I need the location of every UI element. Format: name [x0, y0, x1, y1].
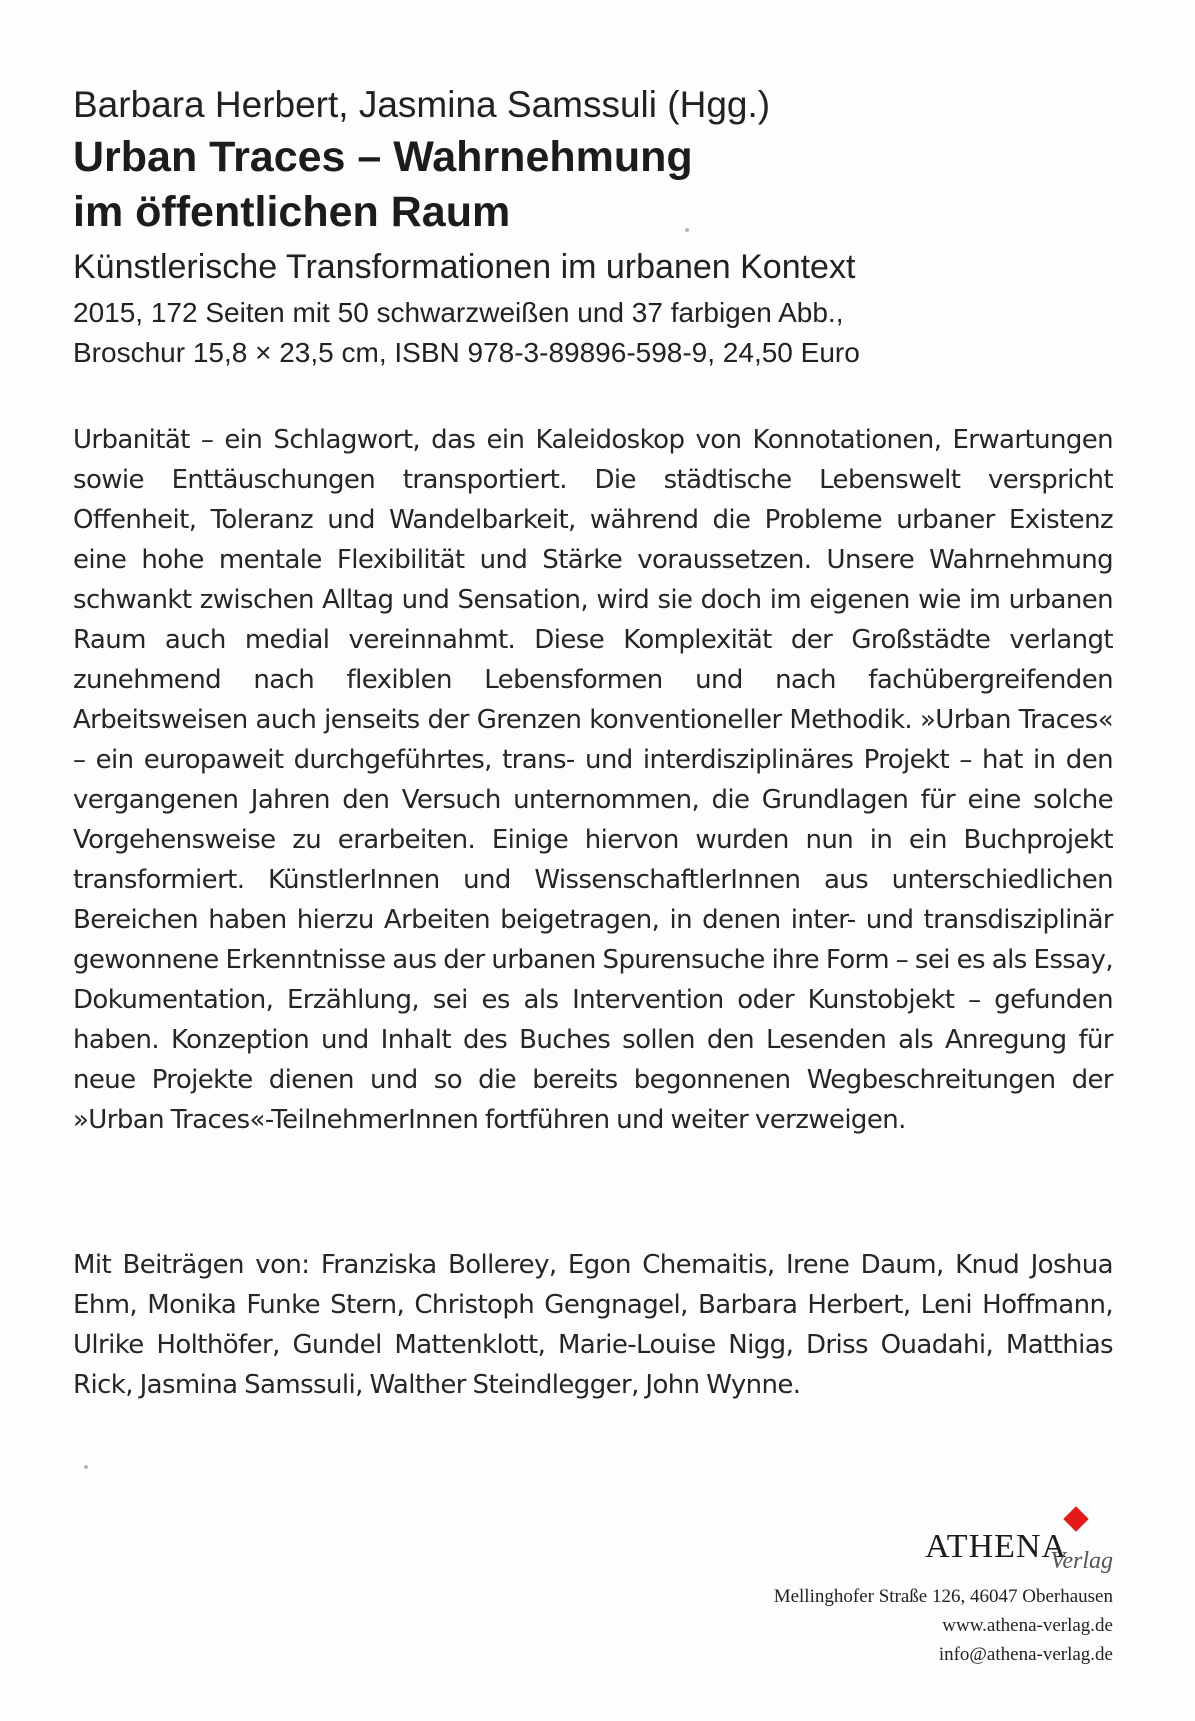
publisher-logo-name: ATHENA	[925, 1528, 1067, 1565]
book-description: Urbanität – ein Schlagwort, das ein Kaleidoskop von Konnotationen, Erwartungen sowie Enttäuschungen transportiert. Die städtische Lebenswelt verspricht Offenheit, Toleranz und Wandelbarkeit, während die Probleme urbaner Existenz eine hohe mentale Flexibilität und Stärke voraussetzen. Unsere Wahrnehmung schwankt zwischen Alltag und Sensation, wird sie doch im eigenen wie im urbanen Raum auch medial vereinnahmt. Diese Komplexität der Großstädte verlangt zunehmend nach flexiblen Lebensformen und nach fachübergreifenden Arbeitsweisen auch jenseits der Grenzen konventioneller Methodik. »Urban Traces« – ein europaweit durchgeführtes, trans- und interdisziplinäres Projekt – hat in den vergangenen Jahren den Versuch unternommen, die Grundlagen für eine solche Vorgehensweise zu erarbeiten. Einige hiervon wurden nun in ein Buchprojekt transformiert. KünstlerInnen und WissenschaftlerInnen aus unterschiedlichen Bereichen haben hierzu Arbeiten beigetragen, in denen inter- und transdisziplinär gewonnene Erkenntnisse aus der urbanen Spurensuche ihre Form – sei es als Essay, Dokumentation, Erzählung, sei es als Intervention oder Kunstobjekt – gefunden haben. Konzeption und Inhalt des Buches sollen den Lesenden als Anregung für neue Projekte dienen und so die bereits begonnenen Wegbeschreitungen der »Urban Traces«-TeilnehmerInnen fortführen und weiter verzweigen.	[73, 425, 1113, 1135]
scan-speck	[685, 228, 689, 232]
publisher-website: www.athena-verlag.de	[942, 1615, 1113, 1636]
editors: Barbara Herbert, Jasmina Samssuli (Hgg.)	[73, 84, 771, 125]
contributors-list: Mit Beiträgen von: Franziska Bollerey, Egon Chemaitis, Irene Daum, Knud Joshua Ehm, Monika Funke Stern, Christoph Gengnagel, Barbara Herbert, Leni Hoffmann, Ulrike Holthöfer, Gundel Mattenklott, Marie-Louise Nigg, Driss Ouadahi, Matthias Rick, Jasmina Samssuli, Walther Steindlegger, John Wynne.	[73, 1250, 1113, 1400]
book-header	[73, 80, 1133, 372]
publication-details-line-2: Broschur 15,8 × 23,5 cm, ISBN 978-3-89896-598-9, 24,50 Euro	[73, 337, 860, 368]
book-title-line-1: Urban Traces – Wahrnehmung	[73, 133, 693, 181]
publisher-block	[693, 1510, 1113, 1667]
scan-speck	[84, 1465, 88, 1469]
book-title-line-2: im öffentlichen Raum	[73, 188, 511, 236]
publication-details-line-1: 2015, 172 Seiten mit 50 schwarzweißen und 37 farbigen Abb.,	[73, 297, 844, 328]
red-diamond-icon	[1063, 1506, 1088, 1531]
publisher-email: info@athena-verlag.de	[938, 1644, 1113, 1665]
publisher-address: Mellinghofer Straße 126, 46047 Oberhausen	[773, 1586, 1113, 1607]
publisher-logo-script: Verlag	[1050, 1548, 1113, 1574]
book-subtitle: Künstlerische Transformationen im urbanen Kontext	[73, 248, 856, 286]
publisher-logo	[693, 1510, 1113, 1580]
